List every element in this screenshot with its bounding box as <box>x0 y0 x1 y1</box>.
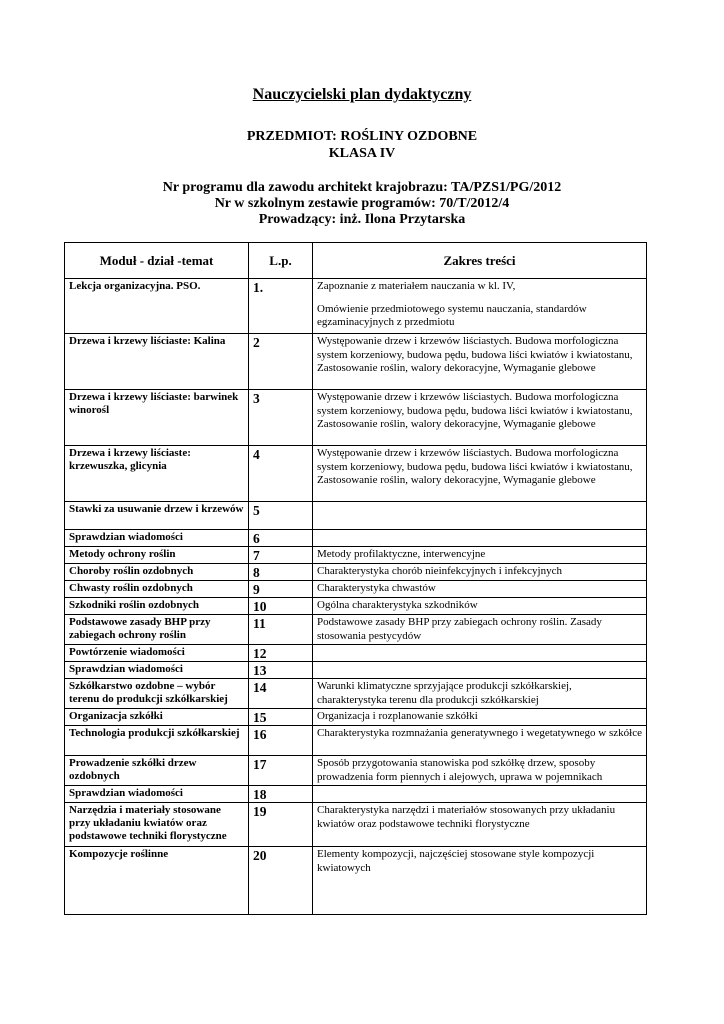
cell-modul: Podstawowe zasady BHP przy zabiegach ochrony roślin <box>65 615 249 645</box>
plan-table <box>64 242 647 915</box>
cell-lp: 3 <box>249 390 313 446</box>
cell-lp: 11 <box>249 615 313 645</box>
plan-table-body <box>65 279 647 915</box>
cell-zakres <box>313 709 647 726</box>
table-header-row <box>65 243 647 279</box>
zakres-paragraph: Występowanie drzew i krzewów liściastych. Budowa morfologiczna system korzeniowy, budowa pędu, budowa liści kwiatów i kwiatostanu, Zastosowanie roślin, walory dekoracyjne, Wymaganie glebowe <box>317 335 633 374</box>
zakres-paragraph: Warunki klimatyczne sprzyjające produkcji szkółkarskiej, charakterystyka terenu dla produkcji szkółkarskiej <box>317 680 572 706</box>
cell-lp: 19 <box>249 803 313 847</box>
zakres-paragraph: Występowanie drzew i krzewów liściastych. Budowa morfologiczna system korzeniowy, budowa pędu, budowa liści kwiatów i kwiatostanu, Zastosowanie roślin, walory dekoracyjne, Wymaganie glebowe <box>317 391 633 430</box>
table-row <box>65 709 647 726</box>
cell-zakres <box>313 598 647 615</box>
cell-zakres <box>313 847 647 915</box>
cell-lp: 18 <box>249 786 313 803</box>
cell-lp: 14 <box>249 679 313 709</box>
cell-zakres <box>313 279 647 334</box>
table-row <box>65 390 647 446</box>
cell-zakres <box>313 390 647 446</box>
cell-modul: Drzewa i krzewy liściaste: krzewuszka, glicynia <box>65 446 249 502</box>
cell-zakres <box>313 547 647 564</box>
cell-modul: Kompozycje roślinne <box>65 847 249 915</box>
cell-zakres <box>313 581 647 598</box>
table-row <box>65 279 647 334</box>
zakres-paragraph: Charakterystyka chorób nieinfekcyjnych i infekcyjnych <box>317 565 562 577</box>
zakres-paragraph: Omówienie przedmiotowego systemu nauczania, standardów egzaminacyjnych z przedmiotu <box>317 302 587 328</box>
cell-lp: 10 <box>249 598 313 615</box>
paragraph-gap <box>317 294 642 303</box>
cell-zakres <box>313 530 647 547</box>
cell-modul: Lekcja organizacyjna. PSO. <box>65 279 249 334</box>
zakres-paragraph: Organizacja i rozplanowanie szkółki <box>317 710 478 722</box>
cell-lp: 8 <box>249 564 313 581</box>
table-row <box>65 564 647 581</box>
zakres-paragraph: Występowanie drzew i krzewów liściastych. Budowa morfologiczna system korzeniowy, budowa pędu, budowa liści kwiatów i kwiatostanu, Zastosowanie roślin, walory dekoracyjne, Wymaganie glebowe <box>317 447 633 486</box>
table-row <box>65 756 647 786</box>
table-row <box>65 530 647 547</box>
zakres-paragraph: Charakterystyka rozmnażania generatywnego i wegetatywnego w szkółce <box>317 727 642 739</box>
cell-zakres <box>313 564 647 581</box>
cell-lp: 20 <box>249 847 313 915</box>
cell-modul: Sprawdzian wiadomości <box>65 530 249 547</box>
cell-modul: Drzewa i krzewy liściaste: barwinek winorośl <box>65 390 249 446</box>
page-title: Nauczycielski plan dydaktyczny <box>252 86 472 103</box>
cell-zakres <box>313 679 647 709</box>
teacher-line: Prowadzący: inż. Ilona Przytarska <box>258 212 466 227</box>
cell-lp: 1. <box>249 279 313 334</box>
cell-lp: 7 <box>249 547 313 564</box>
cell-zakres <box>313 756 647 786</box>
zakres-paragraph: Podstawowe zasady BHP przy zabiegach ochrony roślin. Zasady stosowania pestycydów <box>317 616 602 642</box>
table-row <box>65 786 647 803</box>
zakres-paragraph: Sposób przygotowania stanowiska pod szkółkę drzew, sposoby prowadzenia form piennych i alejowych, uprawa w pojemnikach <box>317 757 603 783</box>
cell-lp: 12 <box>249 645 313 662</box>
cell-modul: Technologia produkcji szkółkarskiej <box>65 726 249 756</box>
table-row <box>65 502 647 530</box>
header-modul: Moduł - dział -temat <box>65 243 249 279</box>
program-set-line: Nr w szkolnym zestawie programów: 70/T/2012/4 <box>214 196 510 211</box>
table-row <box>65 547 647 564</box>
cell-lp: 5 <box>249 502 313 530</box>
cell-lp: 2 <box>249 334 313 390</box>
table-row <box>65 615 647 645</box>
zakres-paragraph: Charakterystyka chwastów <box>317 582 436 594</box>
cell-lp: 17 <box>249 756 313 786</box>
cell-zakres <box>313 334 647 390</box>
zakres-paragraph: Ogólna charakterystyka szkodników <box>317 599 478 611</box>
program-number-line: Nr programu dla zawodu architekt krajobrazu: TA/PZS1/PG/2012 <box>162 180 562 195</box>
header-lp: L.p. <box>249 243 313 279</box>
table-row <box>65 598 647 615</box>
cell-modul: Chwasty roślin ozdobnych <box>65 581 249 598</box>
cell-modul: Szkółkarstwo ozdobne – wybór terenu do produkcji szkółkarskiej <box>65 679 249 709</box>
cell-lp: 13 <box>249 662 313 679</box>
cell-lp: 16 <box>249 726 313 756</box>
class-heading: KLASA IV <box>328 146 396 161</box>
cell-lp: 9 <box>249 581 313 598</box>
cell-modul: Prowadzenie szkółki drzew ozdobnych <box>65 756 249 786</box>
cell-modul: Sprawdzian wiadomości <box>65 786 249 803</box>
cell-modul: Sprawdzian wiadomości <box>65 662 249 679</box>
table-row <box>65 645 647 662</box>
cell-lp: 4 <box>249 446 313 502</box>
cell-zakres <box>313 502 647 530</box>
zakres-paragraph: Charakterystyka narzędzi i materiałów stosowanych przy układaniu kwiatów oraz podstawowe techniki florystyczne <box>317 804 616 830</box>
cell-modul: Stawki za usuwanie drzew i krzewów <box>65 502 249 530</box>
cell-zakres <box>313 726 647 756</box>
table-row <box>65 726 647 756</box>
header-zakres: Zakres treści <box>313 243 647 279</box>
cell-zakres <box>313 615 647 645</box>
table-row <box>65 679 647 709</box>
cell-modul: Powtórzenie wiadomości <box>65 645 249 662</box>
cell-modul: Choroby roślin ozdobnych <box>65 564 249 581</box>
cell-modul: Narzędzia i materiały stosowane przy układaniu kwiatów oraz podstawowe techniki florystyczne <box>65 803 249 847</box>
subject-heading: PRZEDMIOT: ROŚLINY OZDOBNE <box>246 129 478 144</box>
zakres-paragraph: Zapoznanie z materiałem nauczania w kl. IV, <box>317 280 516 292</box>
cell-lp: 6 <box>249 530 313 547</box>
table-row <box>65 803 647 847</box>
cell-zakres <box>313 662 647 679</box>
cell-zakres <box>313 803 647 847</box>
cell-zakres <box>313 786 647 803</box>
cell-modul: Drzewa i krzewy liściaste: Kalina <box>65 334 249 390</box>
cell-zakres <box>313 446 647 502</box>
table-row <box>65 662 647 679</box>
table-row <box>65 847 647 915</box>
cell-modul: Szkodniki roślin ozdobnych <box>65 598 249 615</box>
cell-zakres <box>313 645 647 662</box>
cell-modul: Organizacja szkółki <box>65 709 249 726</box>
table-row <box>65 334 647 390</box>
cell-modul: Metody ochrony roślin <box>65 547 249 564</box>
table-row <box>65 446 647 502</box>
cell-lp: 15 <box>249 709 313 726</box>
table-row <box>65 581 647 598</box>
zakres-paragraph: Elementy kompozycji, najczęściej stosowane style kompozycji kwiatowych <box>317 848 595 874</box>
zakres-paragraph: Metody profilaktyczne, interwencyjne <box>317 548 486 560</box>
